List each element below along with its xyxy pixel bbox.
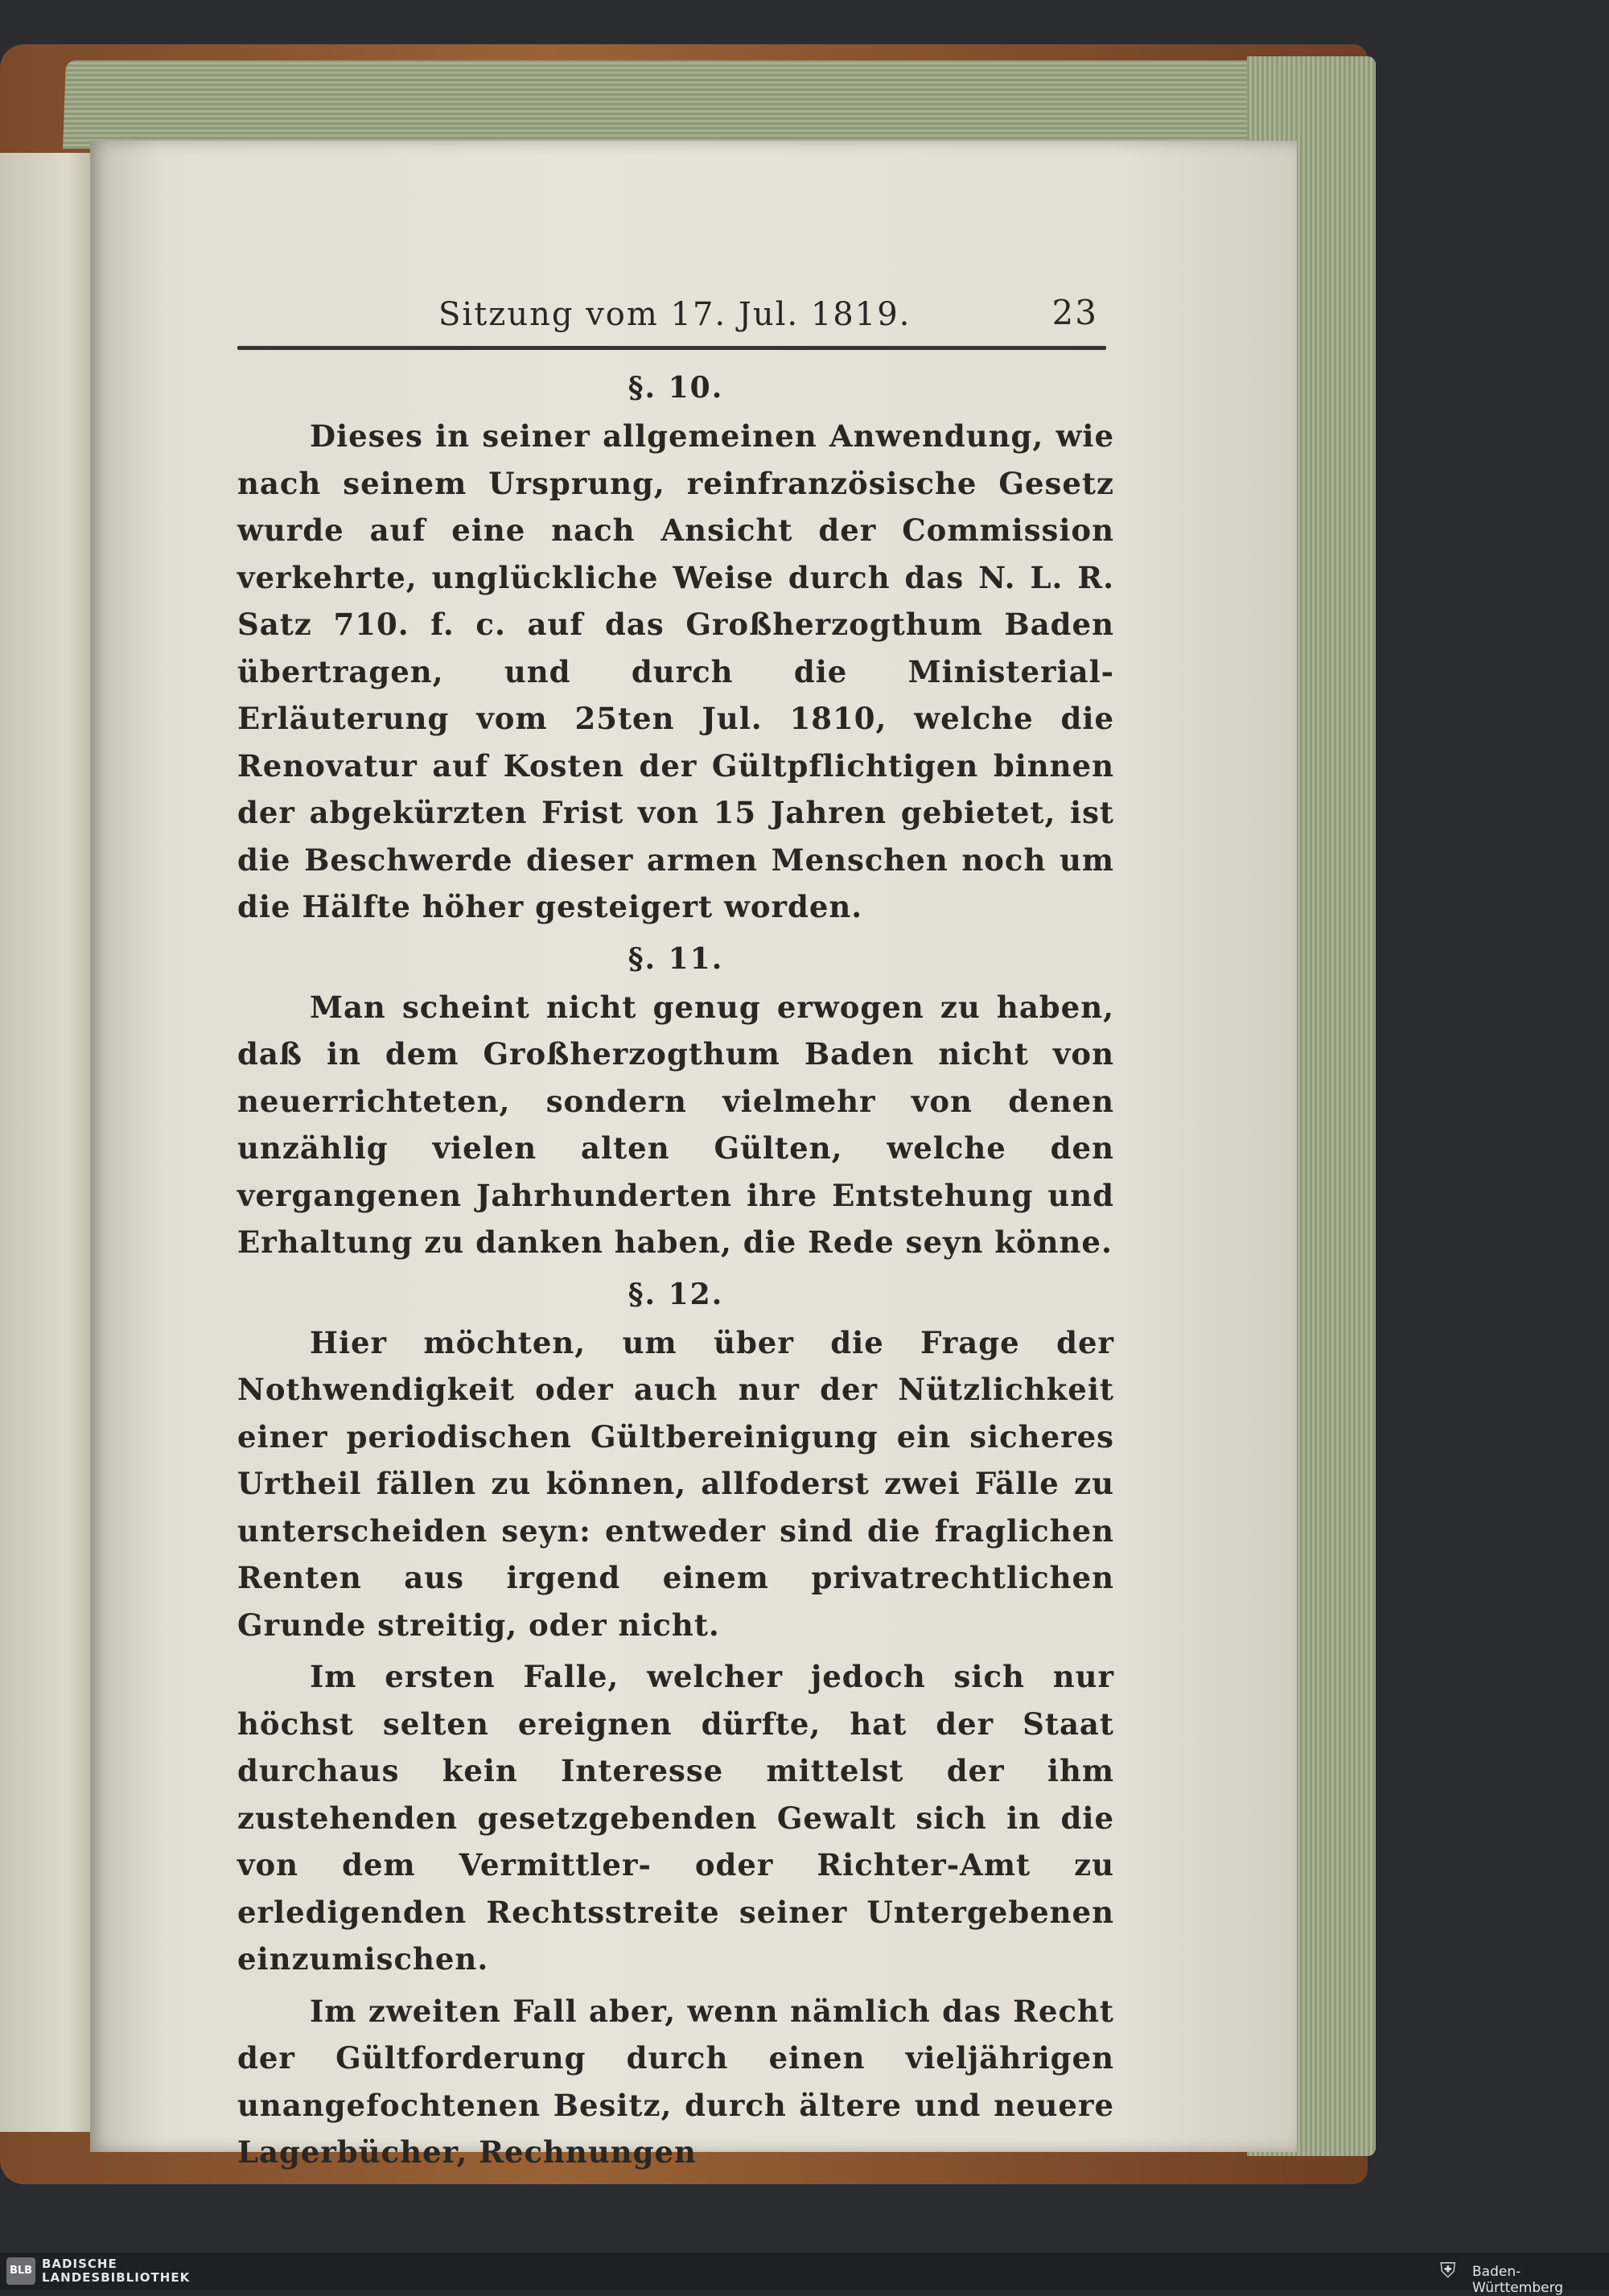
paragraph: Man scheint nicht genug erwogen zu haben, daß in dem Großherzogthum Baden nicht von neuerrichteten, sondern vielmehr von denen unzählig vielen alten Gülten, welche den vergangenen Jahrhunderten ihre Entstehung und Erhaltung zu danken haben, die Rede seyn könne. bbox=[237, 989, 1114, 1260]
section-heading: §. 10. bbox=[628, 371, 724, 405]
section-heading: §. 11. bbox=[628, 941, 724, 976]
page-text bbox=[237, 282, 1114, 2176]
paragraph: Hier möchten, um über die Frage der Nothwendigkeit oder auch nur der Nützlichkeit einer periodischen Gültbereinigung ein sicheres Urtheil fällen zu können, allfoderst zwei Fälle zu unterscheiden seyn: entweder sind die fraglichen Renten aus irgend einem privatrechtlichen Grunde streitig, oder nicht. bbox=[237, 1324, 1114, 1643]
blb-logo-icon[interactable]: BLB bbox=[6, 2257, 35, 2285]
header-rule bbox=[237, 346, 1106, 350]
book-top-edge bbox=[63, 60, 1353, 149]
institution-line-2: LANDESBIBLIOTHEK bbox=[42, 2270, 191, 2285]
institution-line-1: BADISCHE bbox=[42, 2257, 117, 2271]
section-heading: §. 12. bbox=[628, 1277, 724, 1311]
page-number: 23 bbox=[1051, 293, 1098, 332]
coat-of-arms-icon: ⛨ bbox=[1440, 2259, 1456, 2283]
running-title: Sitzung vom 17. Jul. 1819. bbox=[438, 296, 911, 333]
paragraph: Im zweiten Fall aber, wenn nämlich das Recht der Gültforderung durch einen vieljährigen unangefochtenen Besitz, durch ältere und neuere Lagerbücher, Rechnungen bbox=[237, 1993, 1114, 2170]
paragraph: Im ersten Falle, welcher jedoch sich nur höchst selten ereignen dürfte, hat der Staat durchaus kein Interesse mittelst der ihm zustehenden gesetzgebenden Gewalt sich in die von dem Vermittler- oder Richter-Amt zu erledigenden Rechtsstreite seiner Untergebenen einzumischen. bbox=[237, 1659, 1114, 1977]
left-page-margin bbox=[0, 153, 97, 2132]
running-header bbox=[237, 282, 1114, 346]
viewer-footer bbox=[0, 2253, 1609, 2296]
region-label[interactable]: Baden-Württemberg bbox=[1472, 2264, 1564, 2296]
institution-name bbox=[42, 2257, 190, 2285]
paragraph: Dieses in seiner allgemeinen Anwendung, wie nach seinem Ursprung, reinfranzösische Gesetz wurde auf eine nach Ansicht der Commission verkehrte, unglückliche Weise durch das N. L. R. Satz 710. f. c. auf das Großherzogthum Baden übertragen, und durch die Ministerial-Erläuterung vom 25ten Jul. 1810, welche die Renovatur auf Kosten der Gültpflichtigen binnen der abgekürzten Frist von 15 Jahren gebietet, ist die Beschwerde dieser armen Menschen noch um die Hälfte höher gesteigert worden. bbox=[237, 418, 1114, 924]
